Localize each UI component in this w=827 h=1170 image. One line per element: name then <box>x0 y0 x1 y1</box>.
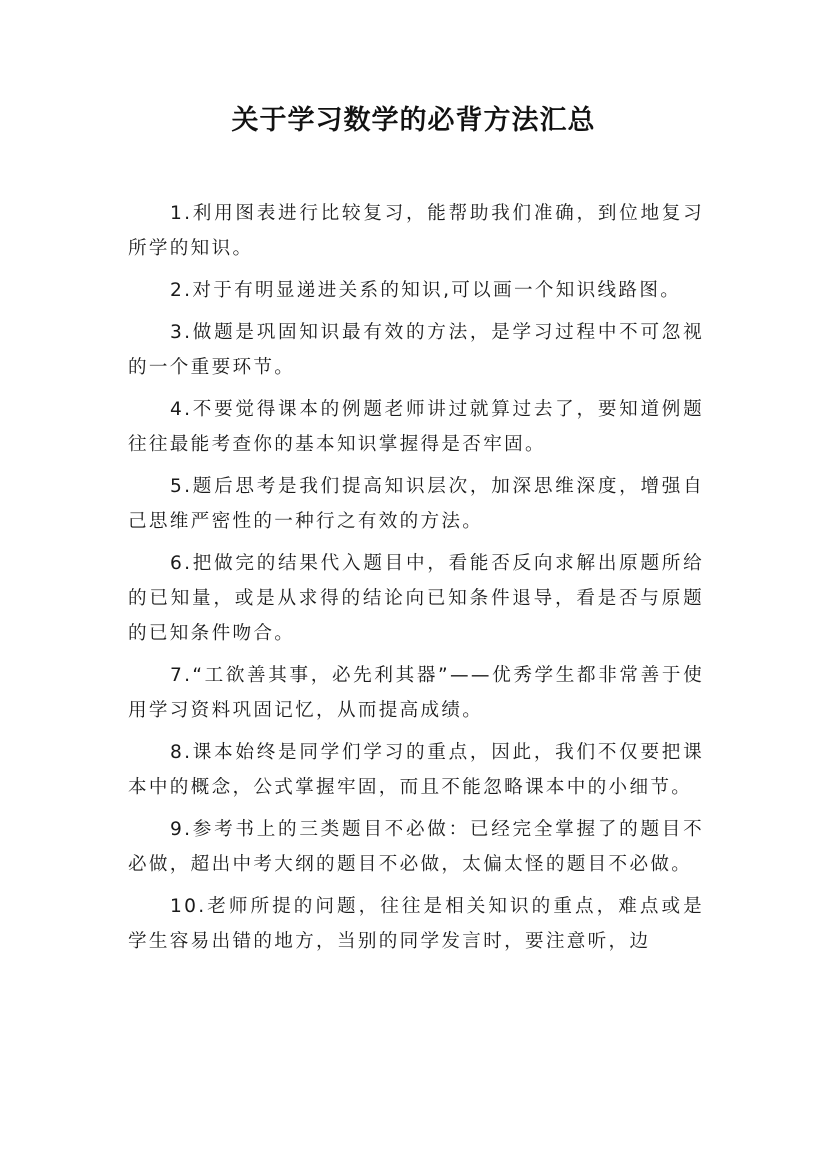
document-body <box>128 196 704 966</box>
paragraph: 4.不要觉得课本的例题老师讲过就算过去了，要知道例题往往最能考查你的基本知识掌握得是否牢固。 <box>128 398 704 455</box>
paragraph: 9.参考书上的三类题目不必做：已经完全掌握了的题目不必做，超出中考大纲的题目不必做，太偏太怪的题目不必做。 <box>128 819 704 876</box>
paragraph: 8.课本始终是同学们学习的重点，因此，我们不仅要把课本中的概念，公式掌握牢固，而且不能忽略课本中的小细节。 <box>128 742 704 799</box>
paragraph: 6.把做完的结果代入题目中，看能否反向求解出原题所给的已知量，或是从求得的结论向已知条件退导，看是否与原题的已知条件吻合。 <box>128 552 704 645</box>
paragraph: 3.做题是巩固知识最有效的方法，是学习过程中不可忽视的一个重要环节。 <box>128 321 704 378</box>
paragraph: 1.利用图表进行比较复习，能帮助我们准确，到位地复习所学的知识。 <box>128 203 704 260</box>
paragraph: 5.题后思考是我们提高知识层次，加深思维深度，增强自己思维严密性的一种行之有效的方法。 <box>128 475 704 532</box>
document-title: 关于学习数学的必背方法汇总 <box>231 105 596 136</box>
paragraph: 2.对于有明显递进关系的知识,可以画一个知识线路图。 <box>170 280 682 301</box>
paragraph: 7.“工欲善其事，必先利其器”——优秀学生都非常善于使用学习资料巩固记忆，从而提高成绩。 <box>128 665 704 722</box>
paragraph: 10.老师所提的问题，往往是相关知识的重点，难点或是学生容易出错的地方，当别的同学发言时，要注意听，边 <box>128 896 704 953</box>
